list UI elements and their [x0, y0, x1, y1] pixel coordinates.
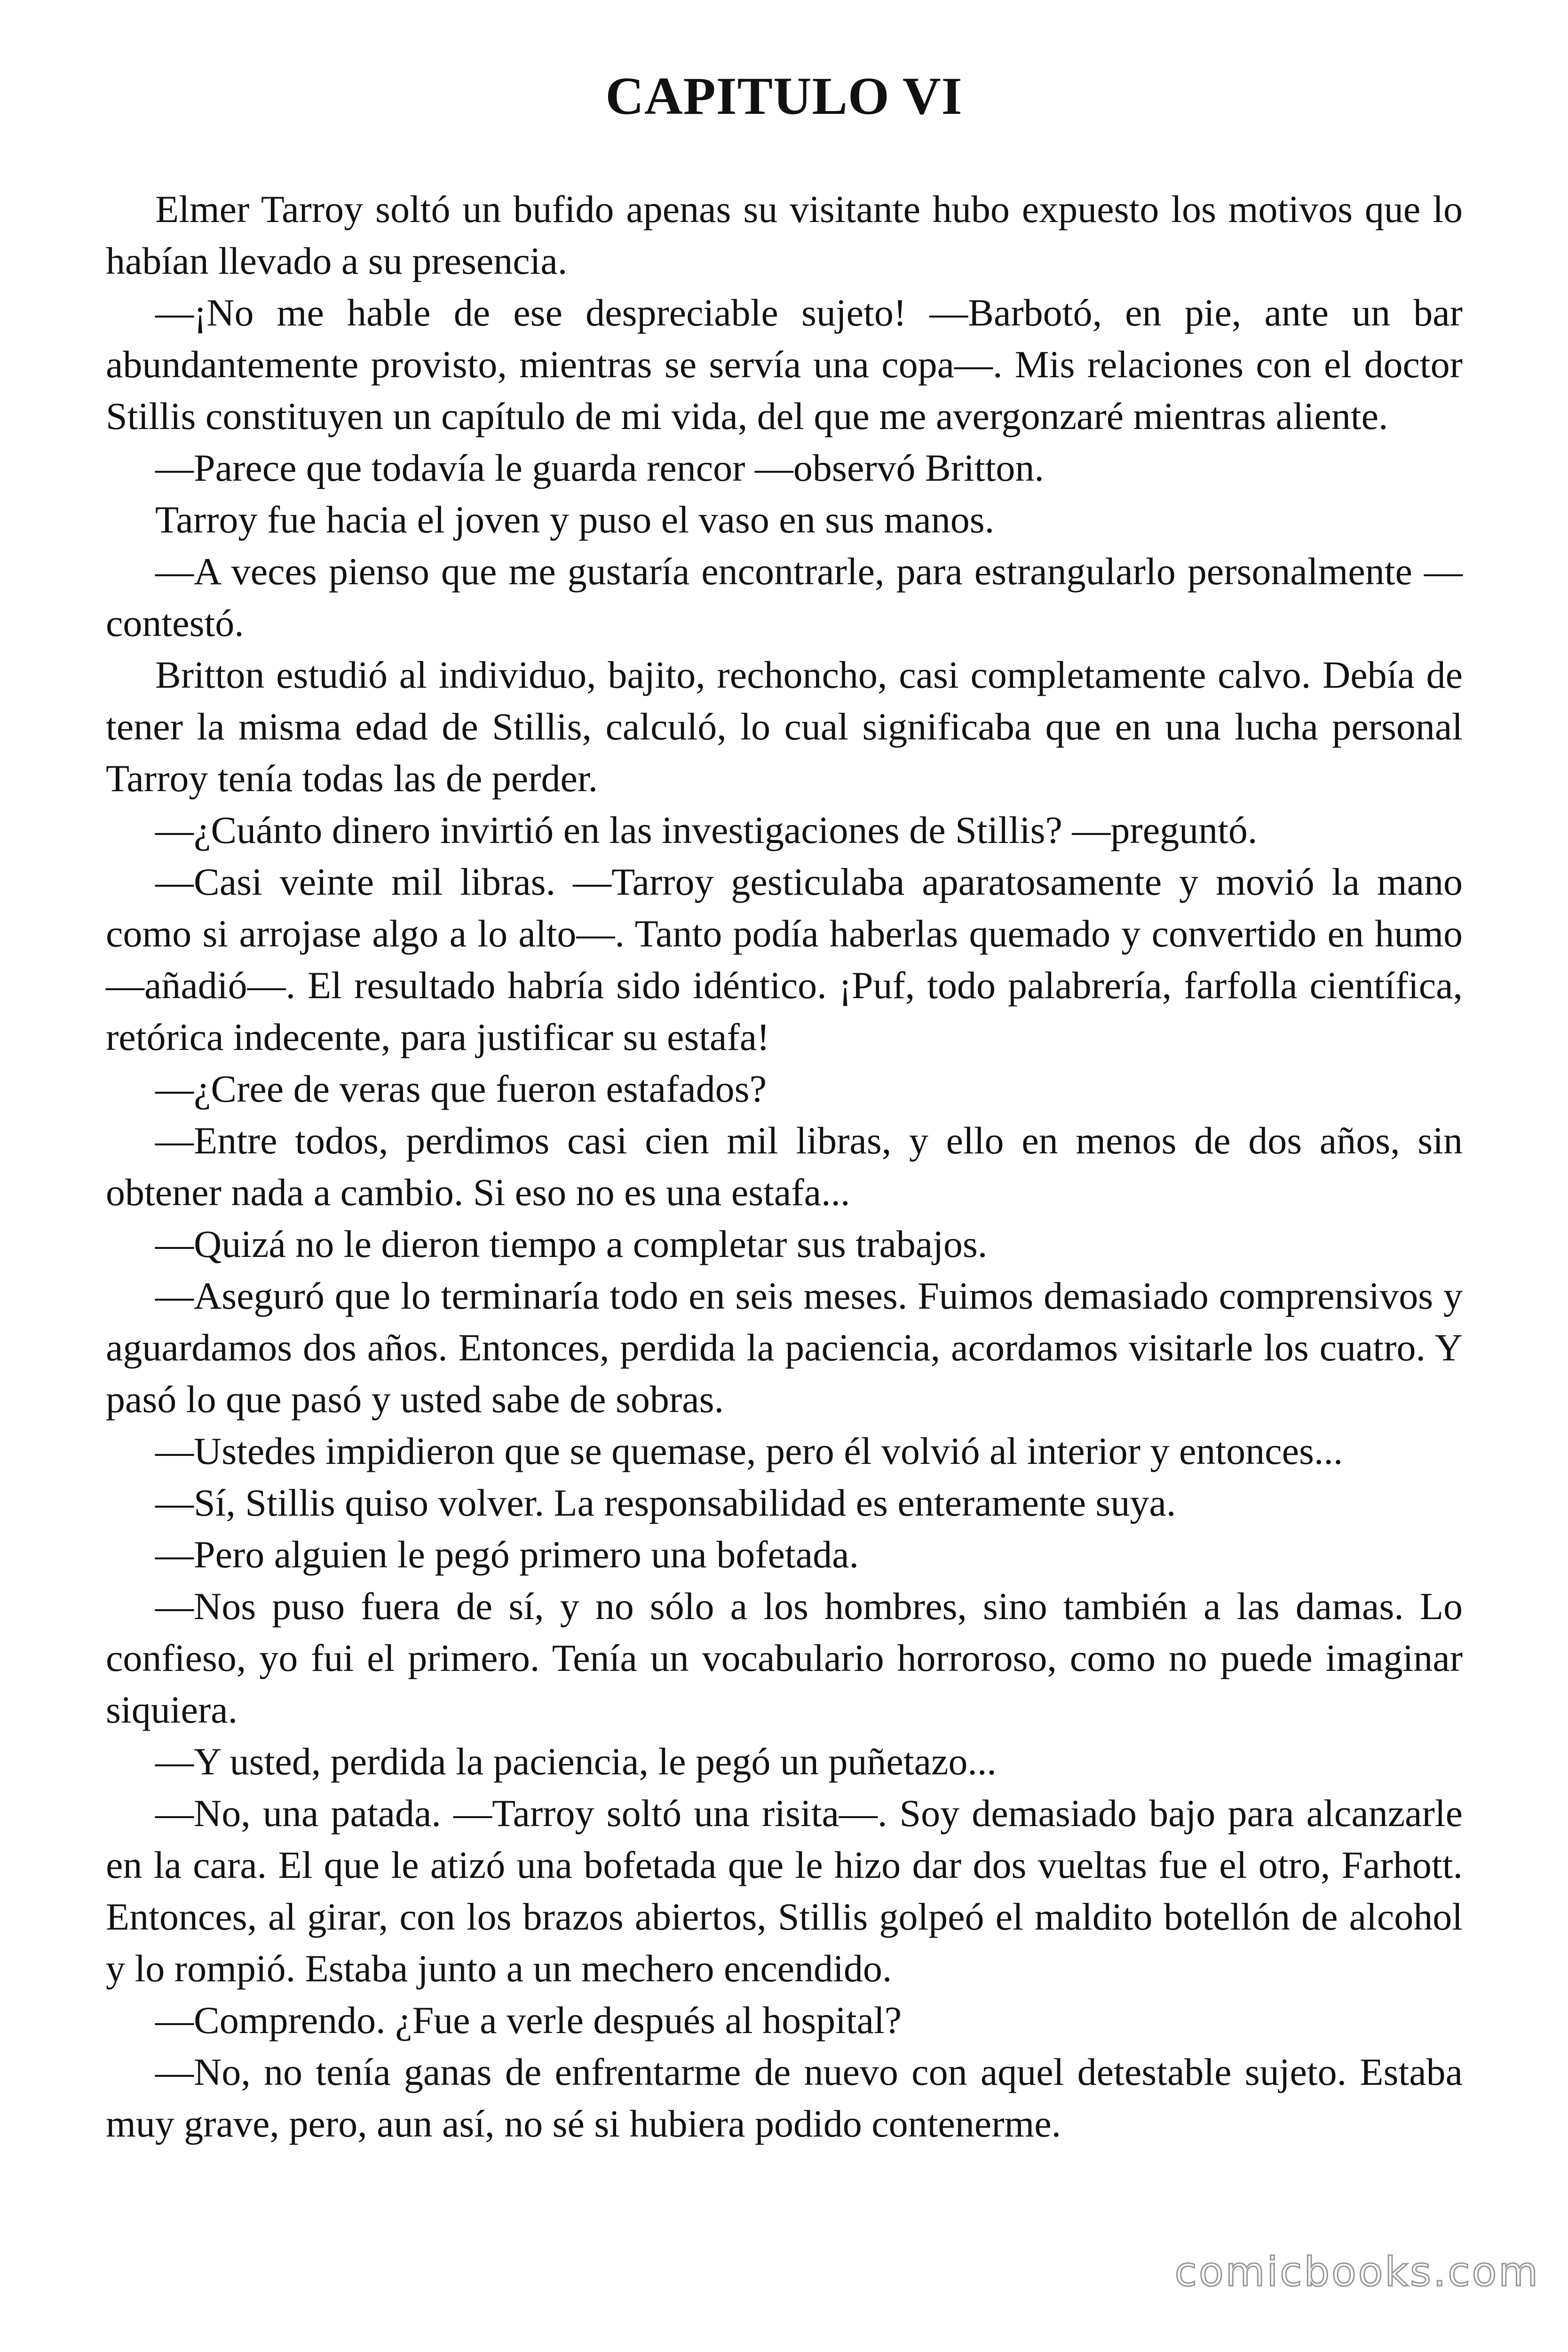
chapter-title: CAPITULO VI: [605, 67, 963, 126]
paragraph: —Casi veinte mil libras. —Tarroy gesticulaba aparatosamente y movió la mano como si arrojase algo a lo alto—. Tanto podía haberlas quemado y convertido en humo —añadió—. El resultado habría sido idéntico. ¡Puf, todo palabrería, farfolla científica, retórica indecente, para justificar su estafa!: [106, 860, 1463, 1058]
paragraph: —No, no tenía ganas de enfrentarme de nuevo con aquel detestable sujeto. Estaba muy grave, pero, aun así, no sé si hubiera podido contenerme.: [106, 2050, 1463, 2145]
paragraph: Britton estudió al individuo, bajito, rechoncho, casi completamente calvo. Debía de tener la misma edad de Stillis, calculó, lo cual significaba que en una lucha personal Tarroy tenía todas las de perder.: [106, 653, 1463, 800]
paragraph: —Comprendo. ¿Fue a verle después al hospital?: [155, 1999, 902, 2042]
chapter-body: [106, 183, 1463, 2150]
watermark: comicbooks.com: [1174, 2249, 1540, 2296]
paragraph: —Parece que todavía le guarda rencor —observó Britton.: [155, 446, 1044, 489]
paragraph: —Aseguró que lo terminaría todo en seis meses. Fuimos demasiado comprensivos y aguardamos dos años. Entonces, perdida la paciencia, acordamos visitarle los cuatro. Y pasó lo que pasó y usted sabe de sobras.: [106, 1274, 1463, 1421]
paragraph: —Pero alguien le pegó primero una bofetada.: [155, 1533, 859, 1576]
paragraph: Elmer Tarroy soltó un bufido apenas su visitante hubo expuesto los motivos que lo habían llevado a su presencia.: [106, 188, 1463, 282]
paragraph: —Quizá no le dieron tiempo a completar sus trabajos.: [155, 1223, 988, 1265]
paragraph: —A veces pienso que me gustaría encontrarle, para estrangularlo personalmente —contestó.: [106, 550, 1463, 644]
paragraph: —Y usted, perdida la paciencia, le pegó un puñetazo...: [155, 1740, 997, 1783]
paragraph: —Sí, Stillis quiso volver. La responsabilidad es enteramente suya.: [155, 1481, 1176, 1524]
paragraph: —No, una patada. —Tarroy soltó una risita—. Soy demasiado bajo para alcanzarle en la cara. El que le atizó una bofetada que le hizo dar dos vueltas fue el otro, Farhott. Entonces, al girar, con los brazos abiertos, Stillis golpeó el maldito botellón de alcohol y lo rompió. Estaba junto a un mechero encendido.: [106, 1792, 1463, 1990]
paragraph: —Nos puso fuera de sí, y no sólo a los hombres, sino también a las damas. Lo confieso, yo fui el primero. Tenía un vocabulario horroroso, como no puede imaginar siquiera.: [106, 1585, 1463, 1731]
paragraph: Tarroy fue hacia el joven y puso el vaso en sus manos.: [155, 498, 995, 541]
paragraph: —¡No me hable de ese despreciable sujeto! —Barbotó, en pie, ante un bar abundantemente provisto, mientras se servía una copa—. Mis relaciones con el doctor Stillis constituyen un capítulo de mi vida, del que me avergonzaré mientras aliente.: [106, 291, 1463, 437]
paragraph: —Ustedes impidieron que se quemase, pero él volvió al interior y entonces...: [155, 1430, 1343, 1472]
paragraph: —Entre todos, perdimos casi cien mil libras, y ello en menos de dos años, sin obtener nada a cambio. Si eso no es una estafa...: [106, 1119, 1463, 1214]
paragraph: —¿Cuánto dinero invirtió en las investigaciones de Stillis? —preguntó.: [155, 809, 1258, 851]
paragraph: —¿Cree de veras que fueron estafados?: [155, 1067, 767, 1110]
